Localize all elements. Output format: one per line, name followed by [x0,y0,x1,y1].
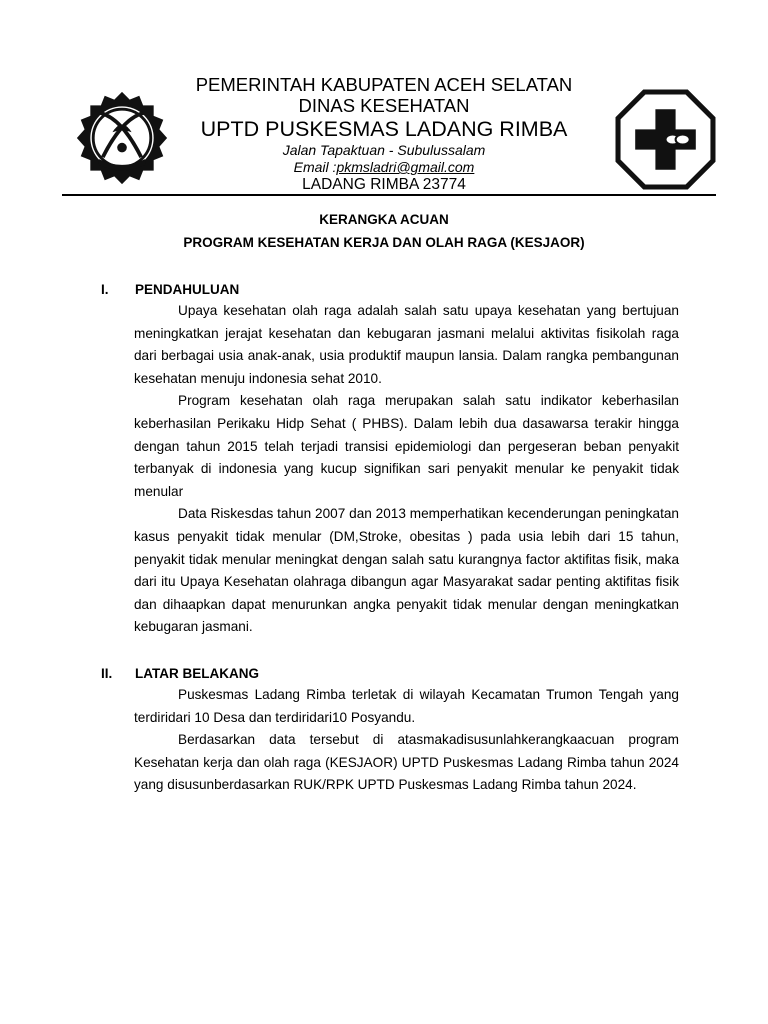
paragraph: Program kesehatan olah raga merupakan salah satu indikator keberhasilan keberhasilan Perikaku Hidp Sehat ( PHBS). Dalam lebih dua dasawarsa terakir hingga dengan tahun 2015 telah terjadi transisi epidemiologi dan pergeseran beban penyakit terbanyak di indonesia yang kucup signifikan sari penyakit menular ke penyakit tidak menular [134,393,679,499]
email-link[interactable]: pkmsladri@gmail.com [336,159,475,175]
section-2-number: II. [101,666,113,681]
paragraph: Upaya kesehatan olah raga adalah salah satu upaya kesehatan yang bertujuan meningkatkan jerajat kesehatan dan kebugaran jasmani melalui aktivitas fisikolah raga dari berbagai usia anak-anak, usia produktif maupun lansia. Dalam rangka pembangunan kesehatan menuju indonesia sehat 2010. [134,303,679,386]
letterhead-email-line [0,160,768,174]
email-label: Email : [293,159,337,175]
section-2-heading: LATAR BELAKANG [135,666,259,681]
letterhead-institution: UPTD PUSKESMAS LADANG RIMBA [200,117,568,141]
letterhead-address: Jalan Tapaktuan - Subulussalam [282,142,486,158]
section-1-number: I. [101,282,109,297]
section-2-body [134,684,679,797]
paragraph: Data Riskesdas tahun 2007 dan 2013 memperhatikan kecenderungan peningkatan kasus penyakit tidak menular (DM,Stroke, obesitas ) pada usia lebih dari 15 tahun, penyakit tidak menular meningkat dengan salah satu kurangnya factor aktifitas fisik, maka dari itu Upaya Kesehatan olahraga dibangun agar Masyarakat sadar penting aktifitas fisik dan dihaapkan dapat menurunkan angka penyakit tidak menular dengan meningkatkan kebugaran jasmani. [134,506,679,635]
section-1-heading: PENDAHULUAN [135,282,240,297]
paragraph: Berdasarkan data tersebut di atasmakadisusunlahkerangkaacuan program Kesehatan kerja dan olah raga (KESJAOR) UPTD Puskesmas Ladang Rimba tahun 2024 yang disusunberdasarkan RUK/RPK UPTD Puskesmas Ladang Rimba tahun 2024. [134,732,679,793]
letterhead-department: DINAS KESEHATAN [298,95,470,116]
document-subtitle: PROGRAM KESEHATAN KERJA DAN OLAH RAGA (KESJAOR) [183,235,585,250]
document-title: KERANGKA ACUAN [319,212,449,227]
paragraph: Puskesmas Ladang Rimba terletak di wilayah Kecamatan Trumon Tengah yang terdiridari 10 Desa dan terdiridari10 Posyandu. [134,687,679,725]
section-1-body [134,300,679,639]
letterhead-divider [62,194,716,196]
letterhead-government: PEMERINTAH KABUPATEN ACEH SELATAN [195,74,573,95]
letterhead-city: LADANG RIMBA 23774 [302,176,466,193]
